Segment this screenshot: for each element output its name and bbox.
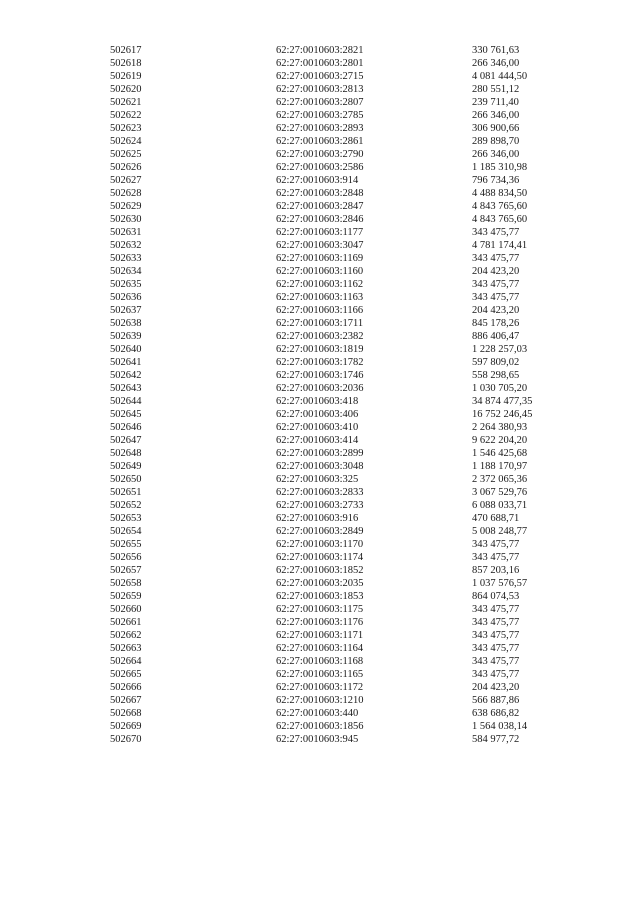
cadastral-value: 204 423,20 <box>472 266 520 277</box>
cadastral-number: 62:27:0010603:410 <box>276 422 359 433</box>
cadastral-value: 4 781 174,41 <box>472 240 528 251</box>
cadastral-value: 566 887,86 <box>472 695 520 706</box>
table-row <box>110 486 572 499</box>
cadastral-number: 62:27:0010603:1164 <box>276 643 364 654</box>
cadastral-value: 343 475,77 <box>472 552 520 563</box>
cadastral-value: 1 564 038,14 <box>472 721 528 732</box>
row-number: 502636 <box>110 292 142 303</box>
table-row <box>110 499 572 512</box>
row-number: 502669 <box>110 721 142 732</box>
row-number: 502641 <box>110 357 142 368</box>
table-row <box>110 96 572 109</box>
cadastral-number: 62:27:0010603:1176 <box>276 617 364 628</box>
table-row <box>110 681 572 694</box>
table-row <box>110 395 572 408</box>
cadastral-number: 62:27:0010603:916 <box>276 513 359 524</box>
row-number: 502633 <box>110 253 142 264</box>
table-row <box>110 408 572 421</box>
cadastral-value: 306 900,66 <box>472 123 520 134</box>
cadastral-value: 343 475,77 <box>472 656 520 667</box>
cadastral-number: 62:27:0010603:2790 <box>276 149 364 160</box>
table-row <box>110 213 572 226</box>
cadastral-value: 3 067 529,76 <box>472 487 528 498</box>
row-number: 502660 <box>110 604 142 615</box>
table-body <box>110 44 572 746</box>
row-number: 502623 <box>110 123 142 134</box>
table-row <box>110 330 572 343</box>
table-row <box>110 135 572 148</box>
cadastral-value: 343 475,77 <box>472 669 520 680</box>
row-number: 502664 <box>110 656 142 667</box>
cadastral-number: 62:27:0010603:2733 <box>276 500 364 511</box>
cadastral-value: 343 475,77 <box>472 617 520 628</box>
row-number: 502631 <box>110 227 142 238</box>
cadastral-value: 1 185 310,98 <box>472 162 528 173</box>
cadastral-number: 62:27:0010603:1853 <box>276 591 364 602</box>
row-number: 502632 <box>110 240 142 251</box>
table-row <box>110 304 572 317</box>
table-row <box>110 44 572 57</box>
table-row <box>110 629 572 642</box>
cadastral-number: 62:27:0010603:1166 <box>276 305 364 316</box>
cadastral-number: 62:27:0010603:1711 <box>276 318 364 329</box>
table-row <box>110 421 572 434</box>
row-number: 502657 <box>110 565 142 576</box>
cadastral-value: 845 178,26 <box>472 318 520 329</box>
table-row <box>110 252 572 265</box>
cadastral-number: 62:27:0010603:2833 <box>276 487 364 498</box>
row-number: 502648 <box>110 448 142 459</box>
row-number: 502655 <box>110 539 142 550</box>
table-row <box>110 707 572 720</box>
cadastral-number: 62:27:0010603:2382 <box>276 331 364 342</box>
cadastral-value: 1 037 576,57 <box>472 578 528 589</box>
row-number: 502646 <box>110 422 142 433</box>
row-number: 502639 <box>110 331 142 342</box>
cadastral-number: 62:27:0010603:2785 <box>276 110 364 121</box>
table-row <box>110 382 572 395</box>
cadastral-value: 330 761,63 <box>472 45 520 56</box>
cadastral-value: 864 074,53 <box>472 591 520 602</box>
table-row <box>110 668 572 681</box>
table-row <box>110 291 572 304</box>
row-number: 502628 <box>110 188 142 199</box>
cadastral-value: 280 551,12 <box>472 84 520 95</box>
table-row <box>110 148 572 161</box>
table-row <box>110 109 572 122</box>
row-number: 502656 <box>110 552 142 563</box>
table-row <box>110 343 572 356</box>
table-row <box>110 434 572 447</box>
table-row <box>110 460 572 473</box>
row-number: 502635 <box>110 279 142 290</box>
cadastral-value: 9 622 204,20 <box>472 435 528 446</box>
row-number: 502627 <box>110 175 142 186</box>
table-row <box>110 239 572 252</box>
row-number: 502621 <box>110 97 142 108</box>
cadastral-number: 62:27:0010603:1171 <box>276 630 364 641</box>
row-number: 502661 <box>110 617 142 628</box>
table-row <box>110 642 572 655</box>
cadastral-value: 239 711,40 <box>472 97 519 108</box>
table-row <box>110 70 572 83</box>
cadastral-value: 857 203,16 <box>472 565 520 576</box>
cadastral-value: 343 475,77 <box>472 539 520 550</box>
table-row <box>110 616 572 629</box>
row-number: 502649 <box>110 461 142 472</box>
cadastral-value: 597 809,02 <box>472 357 520 368</box>
cadastral-number: 62:27:0010603:3048 <box>276 461 364 472</box>
cadastral-number: 62:27:0010603:406 <box>276 409 359 420</box>
row-number: 502653 <box>110 513 142 524</box>
row-number: 502634 <box>110 266 142 277</box>
row-number: 502650 <box>110 474 142 485</box>
table-row <box>110 447 572 460</box>
row-number: 502640 <box>110 344 142 355</box>
cadastral-number: 62:27:0010603:1852 <box>276 565 364 576</box>
cadastral-value: 470 688,71 <box>472 513 520 524</box>
cadastral-number: 62:27:0010603:1168 <box>276 656 364 667</box>
cadastral-number: 62:27:0010603:2848 <box>276 188 364 199</box>
table-row <box>110 603 572 616</box>
table-row <box>110 57 572 70</box>
cadastral-value: 266 346,00 <box>472 58 520 69</box>
cadastral-number: 62:27:0010603:1170 <box>276 539 364 550</box>
row-number: 502652 <box>110 500 142 511</box>
table-row <box>110 733 572 746</box>
table-row <box>110 590 572 603</box>
cadastral-value: 343 475,77 <box>472 630 520 641</box>
cadastral-value: 1 228 257,03 <box>472 344 528 355</box>
table-row <box>110 577 572 590</box>
row-number: 502654 <box>110 526 142 537</box>
cadastral-number: 62:27:0010603:2807 <box>276 97 364 108</box>
cadastral-number: 62:27:0010603:2035 <box>276 578 364 589</box>
table-row <box>110 655 572 668</box>
table-row <box>110 122 572 135</box>
table-row <box>110 564 572 577</box>
cadastral-value-table <box>110 44 572 746</box>
cadastral-value: 5 008 248,77 <box>472 526 528 537</box>
cadastral-value: 343 475,77 <box>472 604 520 615</box>
table-row <box>110 317 572 330</box>
cadastral-value: 1 030 705,20 <box>472 383 528 394</box>
cadastral-value: 289 898,70 <box>472 136 520 147</box>
cadastral-number: 62:27:0010603:2036 <box>276 383 364 394</box>
cadastral-number: 62:27:0010603:1856 <box>276 721 364 732</box>
cadastral-value: 266 346,00 <box>472 110 520 121</box>
row-number: 502663 <box>110 643 142 654</box>
cadastral-number: 62:27:0010603:325 <box>276 474 359 485</box>
cadastral-number: 62:27:0010603:440 <box>276 708 359 719</box>
row-number: 502630 <box>110 214 142 225</box>
row-number: 502643 <box>110 383 142 394</box>
row-number: 502625 <box>110 149 142 160</box>
cadastral-number: 62:27:0010603:1174 <box>276 552 364 563</box>
row-number: 502666 <box>110 682 142 693</box>
row-number: 502642 <box>110 370 142 381</box>
table-row <box>110 512 572 525</box>
table-row <box>110 174 572 187</box>
table-row <box>110 356 572 369</box>
row-number: 502619 <box>110 71 142 82</box>
table-row <box>110 187 572 200</box>
cadastral-number: 62:27:0010603:1162 <box>276 279 364 290</box>
cadastral-value: 796 734,36 <box>472 175 520 186</box>
row-number: 502647 <box>110 435 142 446</box>
cadastral-number: 62:27:0010603:1210 <box>276 695 364 706</box>
cadastral-value: 343 475,77 <box>472 643 520 654</box>
row-number: 502622 <box>110 110 142 121</box>
cadastral-number: 62:27:0010603:1169 <box>276 253 364 264</box>
cadastral-value: 343 475,77 <box>472 292 520 303</box>
table-row <box>110 369 572 382</box>
cadastral-number: 62:27:0010603:2846 <box>276 214 364 225</box>
cadastral-value: 343 475,77 <box>472 253 520 264</box>
cadastral-value: 558 298,65 <box>472 370 520 381</box>
row-number: 502662 <box>110 630 142 641</box>
cadastral-number: 62:27:0010603:914 <box>276 175 359 186</box>
cadastral-number: 62:27:0010603:1177 <box>276 227 364 238</box>
row-number: 502651 <box>110 487 142 498</box>
row-number: 502620 <box>110 84 142 95</box>
cadastral-value: 584 977,72 <box>472 734 520 745</box>
cadastral-value: 204 423,20 <box>472 305 520 316</box>
cadastral-number: 62:27:0010603:1163 <box>276 292 364 303</box>
table-row <box>110 473 572 486</box>
cadastral-number: 62:27:0010603:2821 <box>276 45 364 56</box>
cadastral-number: 62:27:0010603:2813 <box>276 84 364 95</box>
cadastral-number: 62:27:0010603:3047 <box>276 240 364 251</box>
cadastral-number: 62:27:0010603:418 <box>276 396 359 407</box>
cadastral-number: 62:27:0010603:1175 <box>276 604 364 615</box>
table-row <box>110 525 572 538</box>
cadastral-number: 62:27:0010603:1172 <box>276 682 364 693</box>
cadastral-value: 4 488 834,50 <box>472 188 528 199</box>
cadastral-number: 62:27:0010603:1746 <box>276 370 364 381</box>
table-row <box>110 265 572 278</box>
cadastral-number: 62:27:0010603:2586 <box>276 162 364 173</box>
cadastral-value: 6 088 033,71 <box>472 500 528 511</box>
row-number: 502668 <box>110 708 142 719</box>
cadastral-value: 2 372 065,36 <box>472 474 528 485</box>
cadastral-value: 4 843 765,60 <box>472 201 528 212</box>
cadastral-value: 34 874 477,35 <box>472 396 533 407</box>
table-row <box>110 83 572 96</box>
table-row <box>110 538 572 551</box>
cadastral-number: 62:27:0010603:2849 <box>276 526 364 537</box>
cadastral-value: 343 475,77 <box>472 279 520 290</box>
cadastral-value: 4 081 444,50 <box>472 71 528 82</box>
cadastral-value: 4 843 765,60 <box>472 214 528 225</box>
row-number: 502658 <box>110 578 142 589</box>
cadastral-number: 62:27:0010603:2847 <box>276 201 364 212</box>
table-row <box>110 551 572 564</box>
cadastral-number: 62:27:0010603:2715 <box>276 71 364 82</box>
row-number: 502618 <box>110 58 142 69</box>
row-number: 502667 <box>110 695 142 706</box>
cadastral-value: 638 686,82 <box>472 708 520 719</box>
row-number: 502629 <box>110 201 142 212</box>
row-number: 502626 <box>110 162 142 173</box>
row-number: 502670 <box>110 734 142 745</box>
table-row <box>110 226 572 239</box>
row-number: 502624 <box>110 136 142 147</box>
cadastral-value: 1 188 170,97 <box>472 461 528 472</box>
row-number: 502638 <box>110 318 142 329</box>
cadastral-number: 62:27:0010603:2861 <box>276 136 364 147</box>
cadastral-number: 62:27:0010603:1782 <box>276 357 364 368</box>
row-number: 502637 <box>110 305 142 316</box>
row-number: 502645 <box>110 409 142 420</box>
cadastral-value: 1 546 425,68 <box>472 448 528 459</box>
cadastral-number: 62:27:0010603:2899 <box>276 448 364 459</box>
cadastral-number: 62:27:0010603:1165 <box>276 669 364 680</box>
cadastral-number: 62:27:0010603:1160 <box>276 266 364 277</box>
table-row <box>110 720 572 733</box>
cadastral-value: 266 346,00 <box>472 149 520 160</box>
row-number: 502644 <box>110 396 142 407</box>
cadastral-number: 62:27:0010603:1819 <box>276 344 364 355</box>
cadastral-number: 62:27:0010603:414 <box>276 435 359 446</box>
cadastral-value: 16 752 246,45 <box>472 409 533 420</box>
row-number: 502659 <box>110 591 142 602</box>
table-row <box>110 278 572 291</box>
table-row <box>110 161 572 174</box>
table-row <box>110 200 572 213</box>
cadastral-number: 62:27:0010603:945 <box>276 734 359 745</box>
cadastral-number: 62:27:0010603:2893 <box>276 123 364 134</box>
cadastral-number: 62:27:0010603:2801 <box>276 58 364 69</box>
cadastral-value: 2 264 380,93 <box>472 422 528 433</box>
cadastral-value: 886 406,47 <box>472 331 520 342</box>
cadastral-value: 343 475,77 <box>472 227 520 238</box>
table-row <box>110 694 572 707</box>
row-number: 502665 <box>110 669 142 680</box>
cadastral-value: 204 423,20 <box>472 682 520 693</box>
row-number: 502617 <box>110 45 142 56</box>
